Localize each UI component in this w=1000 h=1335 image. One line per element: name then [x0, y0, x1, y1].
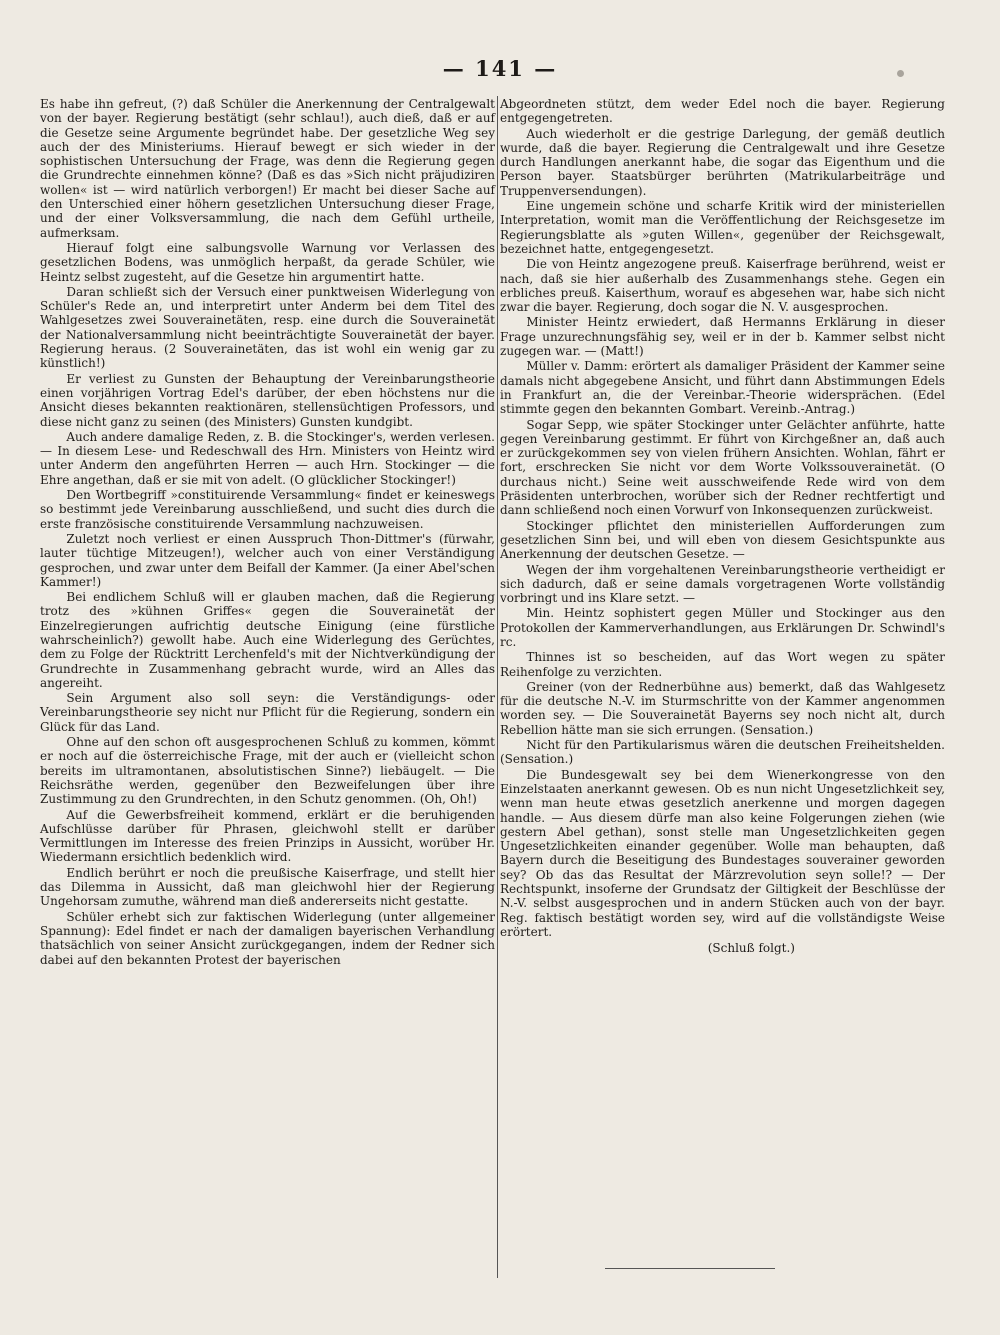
right-paragraph-12: Greiner (von der Rednerbühne aus) bemerkt, daß das Wahlgesetz für die deutsche N.-V. im Sturmschritte von der Kammer angenommen worden sey. — Die Souverainetät Bayerns sey noch nicht alt, durch Rebellion hätte man sie sich errungen. (Sensation.)	[500, 679, 945, 737]
left-paragraph-7: Zuletzt noch verliest er einen Ausspruch Thon-Dittmer's (fürwahr, lauter tüchtige Mitzeugen!), welcher auch von einer Verständigung gesprochen, und zwar unter dem Beifall der Kammer. (Ja einer Abel'schen Kammer!)	[40, 531, 495, 589]
right-paragraph-14: Die Bundesgewalt sey bei dem Wienerkongresse von den Einzelstaaten anerkannt gewesen. Ob es nun nicht Ungesetzlichkeit sey, wenn man heute etwas gesetzlich anerkenne und morgen dagegen handle. — Aus diesem dürfe man also keine Folgerungen ziehen (wie gestern Abel gethan), sonst stelle man Ungesetzlichkeiten gegen Ungesetzlichkeiten einander gegenüber. Wolle man behaupten, daß Bayern durch die Beseitigung des Bundestages souverainer geworden sey? Ob das das Resultat der Märzrevolution seyn solle!? — Der Rechtspunkt, insoferne der Grundsatz der Giltigkeit der Beschlüsse der N.-V. selbst ausgesprochen und in andern Stücken auch von der bayr. Reg. faktisch bestätigt worden sey, wird auf die vollständigste Weise erörtert.	[500, 767, 945, 939]
left-paragraph-13: Schüler erhebt sich zur faktischen Widerlegung (unter allgemeiner Spannung): Edel findet er nach der damaligen bayerischen Verhandlung thatsächlich von seiner Ansicht zurückgegangen, indem der Redner sich dabei auf den bekannten Protest der bayerischen	[40, 909, 495, 967]
right-paragraph-3: Eine ungemein schöne und scharfe Kritik wird der ministeriellen Interpretation, womit man die Veröffentlichung der Reichsgesetze im Regierungsblatte als »guten Willen«, gegenüber der Reichsgewalt, bezeichnet hatte, entgegengesetzt.	[500, 199, 945, 256]
left-paragraph-1: Es habe ihn gefreut, (?) daß Schüler die Anerkennung der Centralgewalt von der bayer. Regierung bestätigt (sehr schlau!), auch dieß, daß er auf die Gesetze seine Argumente begründet habe. Der gesetzliche Weg sey auch der des Ministeriums. Hierauf bewegt er sich wieder in der sophistischen Untersuchung der Frage, was denn die Regierung gegen die Grundrechte einnehmen könne? (Daß es das »Sich nicht präjudiziren wollen« ist — wird natürlich verborgen!) Er macht bei dieser Sache auf den Unterschied einer höhern gesetzlichen Untersuchung dieser Frage, und der einer Volksversammlung, die nach dem Gefühl urtheile, aufmerksam.	[40, 97, 495, 240]
right-paragraph-13: Nicht für den Partikularismus wären die deutschen Freiheitshelden. (Sensation.)	[500, 738, 945, 767]
right-paragraph-8: Stockinger pflichtet den ministeriellen Aufforderungen zum gesetzlichen Sinn bei, und will eben von diesem Gesichtspunkte aus Anerkennung der deutschen Gesetze. —	[500, 518, 945, 562]
right-column	[500, 97, 945, 957]
right-paragraph-11: Thinnes ist so bescheiden, auf das Wort wegen zu später Reihenfolge zu verzichten.	[500, 650, 945, 679]
right-paragraph-1: Abgeordneten stützt, dem weder Edel noch die bayer. Regierung entgegengetreten.	[500, 97, 945, 126]
right-paragraph-5: Minister Heintz erwiedert, daß Hermanns Erklärung in dieser Frage unzurechnungsfähig sey, weil er in der b. Kammer selbst nicht zugegen war. — (Matt!)	[500, 315, 945, 359]
right-paragraph-6: Müller v. Damm: erörtert als damaliger Präsident der Kammer seine damals nicht abgegebene Ansicht, und führt dann Abstimmungen Edels in Frankfurt an, die der Vereinbar.-Theorie widersprächen. (Edel stimmte gegen den bekannten Gombart. Vereinb.-Antrag.)	[500, 359, 945, 417]
left-paragraph-5: Auch andere damalige Reden, z. B. die Stockinger's, werden verlesen. — In diesem Lese- und Redeschwall des Hrn. Ministers von Heintz wird unter Anderm den angeführten Herren — auch Hrn. Stockinger — die Ehre angethan, daß er sie mit von adelt. (O glücklicher Stockinger!)	[40, 429, 495, 487]
right-paragraph-10: Min. Heintz sophistert gegen Müller und Stockinger aus den Protokollen der Kammerverhandlungen, aus Erklärungen Dr. Schwindl's rc.	[500, 606, 945, 649]
right-paragraph-4: Die von Heintz angezogene preuß. Kaiserfrage berührend, weist er nach, daß sie hier außerhalb des Zusammenhangs stehe. Gegen ein erbliches preuß. Kaiserthum, worauf es abgesehen war, habe sich nicht zwar die bayer. Regierung, doch sogar die N. V. ausgesprochen.	[500, 257, 945, 315]
left-paragraph-11: Auf die Gewerbsfreiheit kommend, erklärt er die beruhigenden Aufschlüsse darüber für Phrasen, gleichwohl stellt er darüber Vermittlungen im Interesse des freien Prinzips in Aussicht, worüber Hr. Wiedermann ersichtlich bedenklich wird.	[40, 807, 495, 865]
left-paragraph-2: Hierauf folgt eine salbungsvolle Warnung vor Verlassen des gesetzlichen Bodens, was unmöglich herpaßt, da gerade Schüler, wie Heintz selbst zugesteht, auf die Gesetze hin argumentirt hatte.	[40, 240, 495, 284]
left-paragraph-9: Sein Argument also soll seyn: die Verständigungs- oder Vereinbarungstheorie sey nicht nur Pflicht für die Regierung, sondern ein Glück für das Land.	[40, 691, 495, 734]
left-column	[40, 97, 495, 968]
right-paragraph-2: Auch wiederholt er die gestrige Darlegung, der gemäß deutlich wurde, daß die bayer. Regierung die Centralgewalt und ihre Gesetze durch Handlungen anerkannt habe, die sogar das Eigenthum und die Person bayer. Staatsbürger berührten (Matrikularbeiträge und Truppenversendungen).	[500, 126, 945, 198]
left-paragraph-10: Ohne auf den schon oft ausgesprochenen Schluß zu kommen, kömmt er noch auf die österreichische Frage, mit der auch er (vielleicht schon bereits im ultramontanen, absolutistischen Sinne?) liebäugelt. — Die Reichsräthe werden, gegenüber den Bezweifelungen über ihre Zustimmung zu den Grundrechten, in den Schutz genommen. (Oh, Oh!)	[40, 735, 495, 807]
left-paragraph-12: Endlich berührt er noch die preußische Kaiserfrage, und stellt hier das Dilemma in Aussicht, daß man gleichwohl hier der Regierung Ungehorsam zumuthe, während man dieß andererseits nicht gestatte.	[40, 865, 495, 909]
left-paragraph-8: Bei endlichem Schluß will er glauben machen, daß die Regierung trotz des »kühnen Griffes« gegen die Souverainetät der Einzelregierungen aufrichtig deutsche Einigung (eine fürstliche wahrscheinlich?) gewollt habe. Auch eine Widerlegung des Gerüchtes, dem zu Folge der Rücktritt Lerchenfeld's mit der Nichtverkündigung der Grundrechte in Zusammenhang gebracht wurde, wird an Alles das angereiht.	[40, 590, 495, 690]
left-paragraph-4: Er verliest zu Gunsten der Behauptung der Vereinbarungstheorie einen vorjährigen Vortrag Edel's darüber, der eben höchstens nur die Ansicht dieses bekannten reaktionären, stellensüchtigen Professors, und diese nicht ganz zu seinen (des Ministers) Gunsten kundgibt.	[40, 371, 495, 429]
page-number: — 141 —	[442, 56, 558, 81]
end-rule	[605, 1268, 775, 1269]
closing-note: (Schluß folgt.)	[707, 941, 795, 956]
right-paragraph-7: Sogar Sepp, wie später Stockinger unter Gelächter anführte, hatte gegen Vereinbarung gestimmt. Er führt von Kirchgeßner an, daß auch er zurückgekommen sey von vielen frühern Ansichten. Wohlan, fährt er fort, erschrecken Sie nicht vor dem Worte Volkssouverainetät. (O durchaus nicht.) Seine weit ausschweifende Rede wird von dem Präsidenten unterbrochen, worüber sich der Redner rechtfertigt und dann schließend noch einen Vorwurf von Inkonsequenzen zurückweist.	[500, 417, 945, 518]
left-paragraph-6: Den Wortbegriff »constituirende Versammlung« findet er keineswegs so bestimmt jede Vereinbarung ausschließend, und sucht dies durch die erste französische constituirende Versammlung nachzuweisen.	[40, 488, 495, 531]
column-divider	[497, 96, 498, 1278]
left-paragraph-3: Daran schließt sich der Versuch einer punktweisen Widerlegung von Schüler's Rede an, und interpretirt unter Anderm bei dem Titel des Wahlgesetzes zwei Souverainetäten, resp. eine durch die Souverainetät der Nationalversammlung nicht beeinträchtigte Souverainetät der bayer. Regierung heraus. (2 Souverainetäten, das ist wohl ein wenig gar zu künstlich!)	[40, 284, 495, 371]
right-paragraph-9: Wegen der ihm vorgehaltenen Vereinbarungstheorie vertheidigt er sich dadurch, daß er seine damals vorgetragenen Worte vollständig vorbringt und ins Klare setzt. —	[500, 562, 945, 606]
